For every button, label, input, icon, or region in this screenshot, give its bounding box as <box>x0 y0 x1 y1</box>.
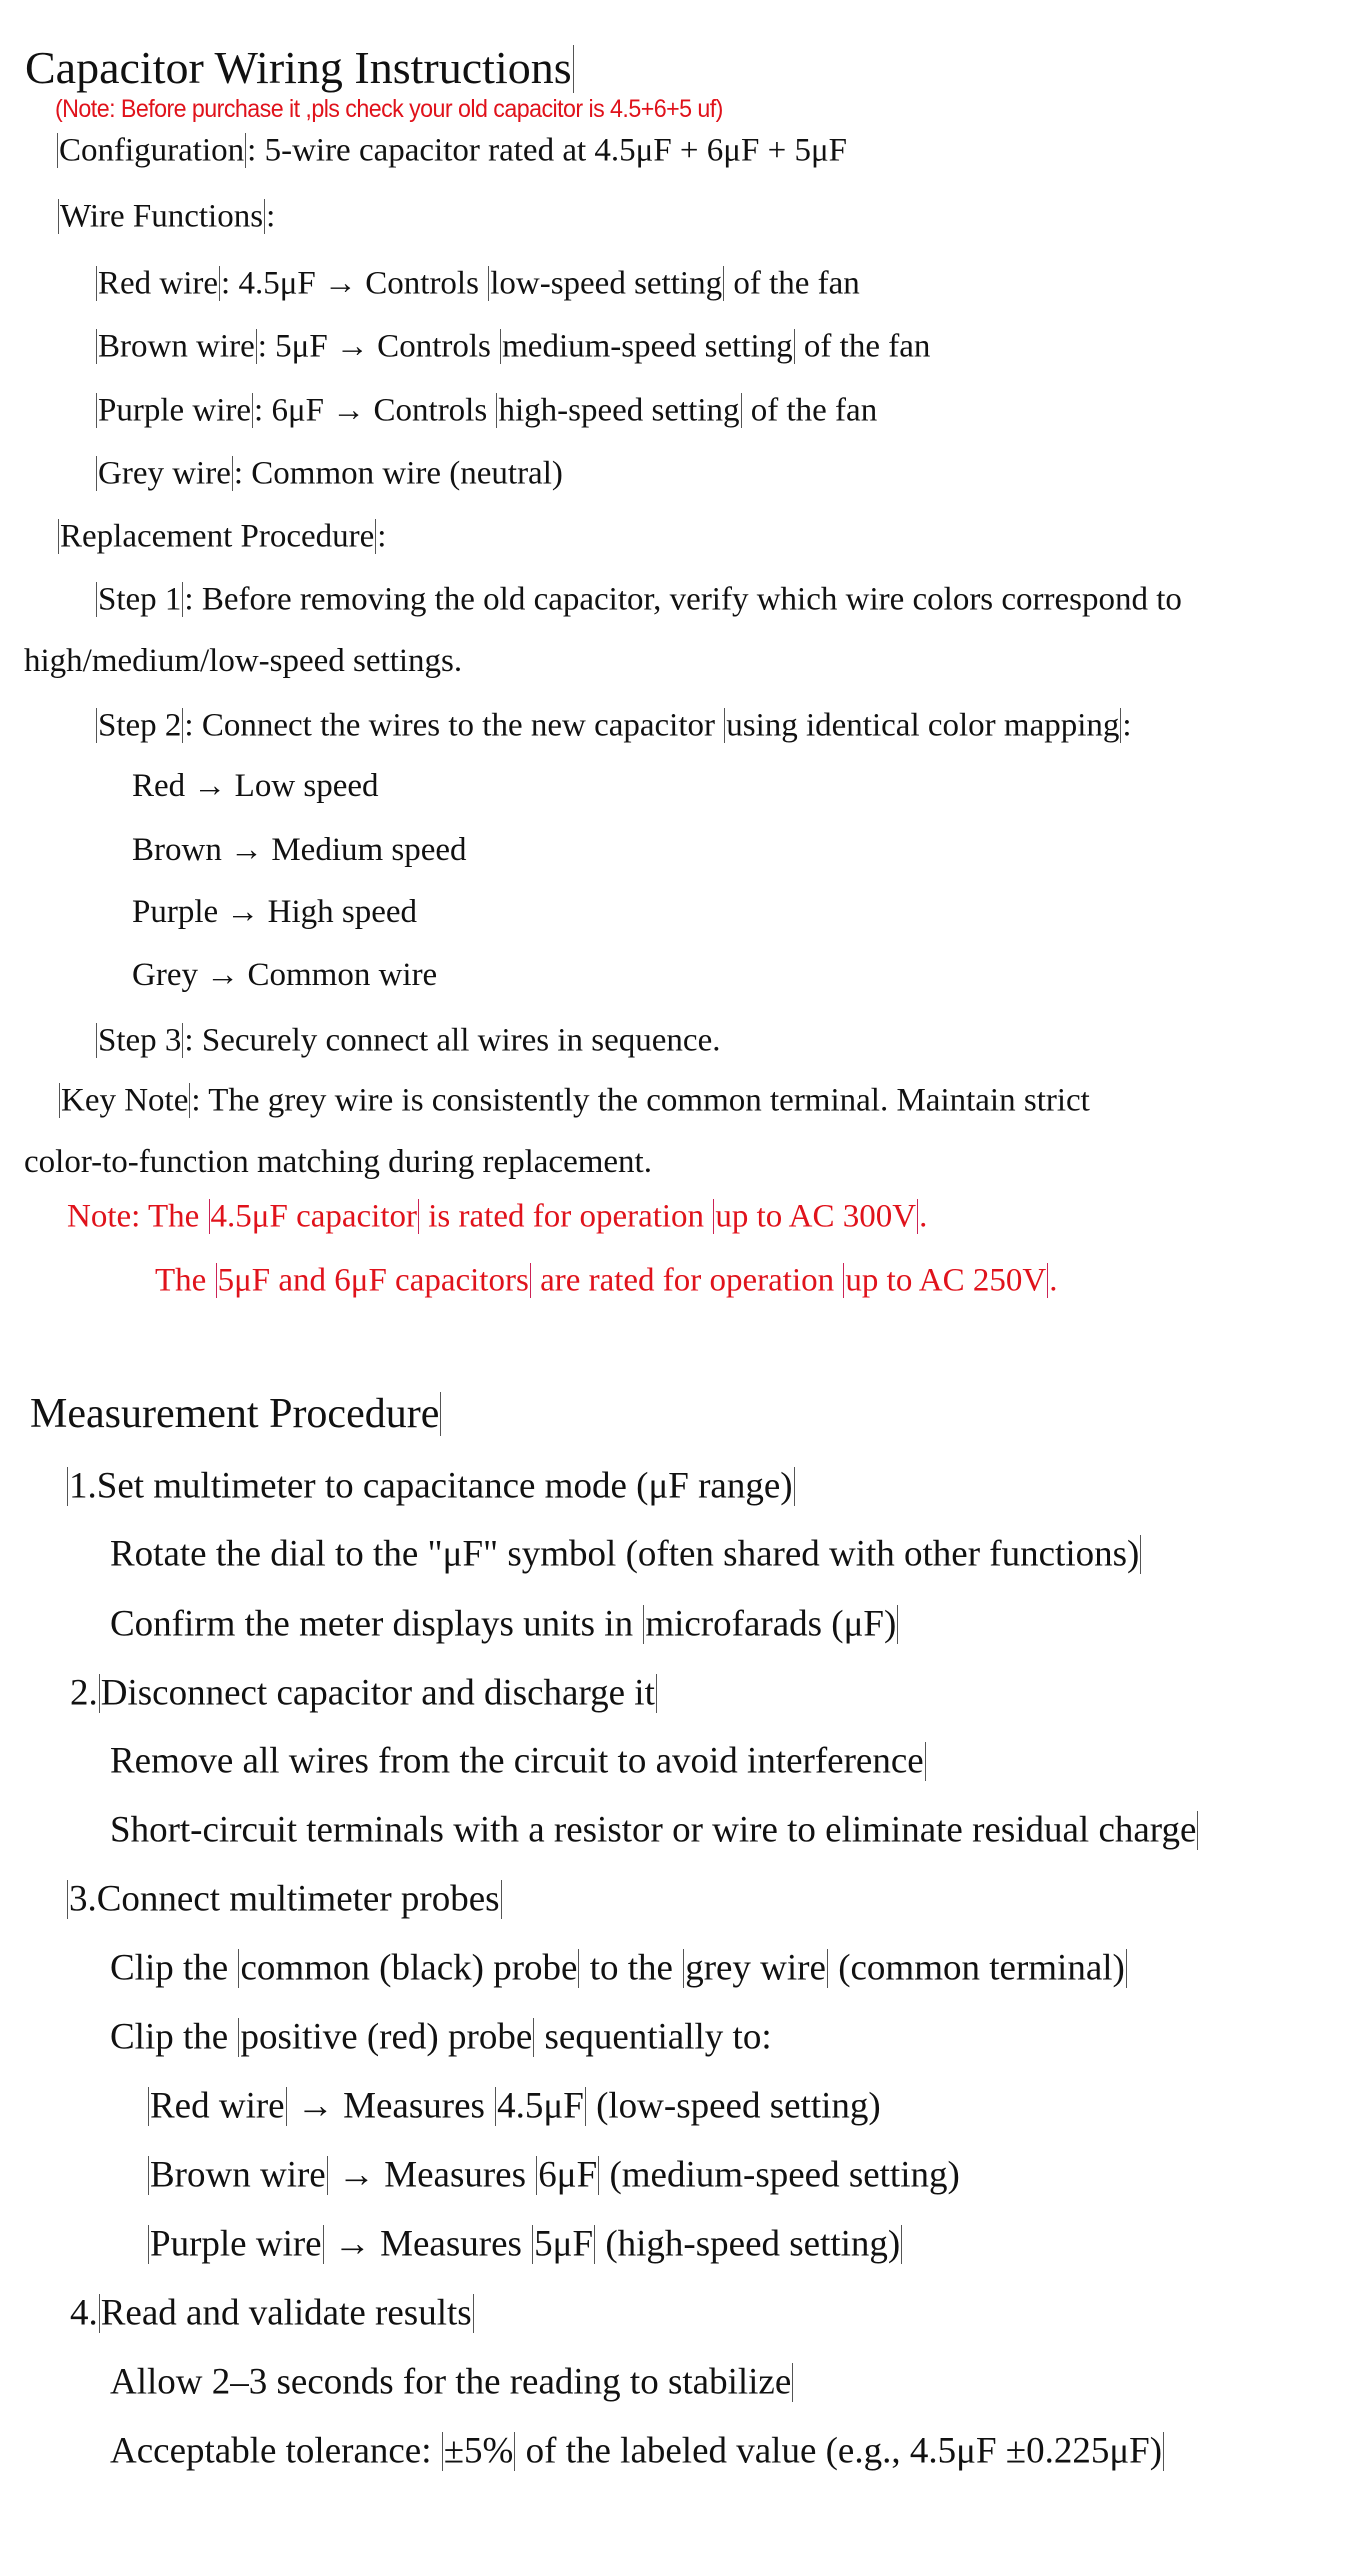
text-segment: using identical color mapping <box>726 707 1120 744</box>
text-segment: (common terminal) <box>828 1947 1125 1989</box>
text-segment: → Measures <box>287 2085 495 2127</box>
text-cursor-marker <box>58 199 59 234</box>
text-segment: : Common wire (neutral) <box>233 455 563 492</box>
measurement-substep <box>110 1742 927 1781</box>
text-segment: is rated for operation <box>420 1198 713 1235</box>
measurement-substep <box>110 1605 899 1644</box>
text-segment: of the fan <box>725 265 860 302</box>
text-cursor-marker <box>594 2225 595 2264</box>
wire-function-item <box>95 266 860 301</box>
measurement-substep <box>110 1811 1199 1850</box>
text-segment: high/medium/low-speed settings. <box>24 643 463 679</box>
text-segment: (low-speed setting) <box>586 2085 881 2127</box>
text-segment: 6μF <box>538 2154 598 2196</box>
text-segment: 5μF and 6μF capacitors <box>217 1262 529 1299</box>
text-segment: → Measures <box>328 2154 536 2196</box>
text-cursor-marker <box>96 329 97 364</box>
purchase-note: (Note: Before purchase it ,pls check your old capacitor is 4.5+6+5 uf) <box>55 95 723 123</box>
text-segment: Capacitor Wiring Instructions <box>25 42 572 94</box>
text-cursor-marker <box>500 329 501 364</box>
text-segment: 5μF <box>534 2223 594 2265</box>
text-cursor-marker <box>58 519 59 554</box>
text-segment: The <box>155 1262 215 1299</box>
text-segment: Short-circuit terminals with a resistor or wire to eliminate residual charge <box>110 1809 1197 1851</box>
text-cursor-marker <box>573 45 574 93</box>
measurement-step-3 <box>66 1880 503 1919</box>
text-segment: : Securely connect all wires in sequence. <box>184 1022 721 1059</box>
text-segment: (high-speed setting) <box>596 2223 901 2265</box>
text-cursor-marker <box>286 2087 287 2126</box>
text-cursor-marker <box>741 393 742 428</box>
text-cursor-marker <box>148 2156 149 2195</box>
text-cursor-marker <box>327 2156 328 2195</box>
text-cursor-marker <box>925 1742 926 1781</box>
measurement-substep <box>110 2018 772 2057</box>
page-title <box>25 42 575 94</box>
text-segment: 2. <box>70 1672 98 1714</box>
text-segment: of the labeled value (e.g., 4.5μF ±0.225μF) <box>516 2430 1163 2472</box>
text-segment: up to AC 250V <box>845 1262 1047 1299</box>
text-segment: . <box>1049 1262 1058 1299</box>
text-cursor-marker <box>59 1083 60 1118</box>
voltage-note-250v <box>155 1263 1057 1298</box>
text-segment: Red wire <box>98 265 219 302</box>
text-segment: are rated for operation <box>531 1262 843 1299</box>
text-segment: 4.5μF capacitor <box>210 1198 417 1235</box>
text-segment: : 5-wire capacitor rated at 4.5μF + 6μF + 5μF <box>247 132 847 169</box>
text-cursor-marker <box>585 2087 586 2126</box>
text-segment: high-speed setting <box>498 392 740 429</box>
text-segment: Disconnect capacitor and discharge it <box>100 1672 655 1714</box>
text-segment: Brown wire <box>98 328 255 365</box>
text-cursor-marker <box>99 1674 100 1713</box>
text-cursor-marker <box>917 1199 918 1234</box>
text-cursor-marker <box>794 329 795 364</box>
text-cursor-marker <box>67 1467 68 1506</box>
text-segment: Confirm the meter displays units in <box>110 1603 643 1645</box>
step1-line-cont <box>24 645 462 678</box>
step3-line <box>95 1023 720 1058</box>
text-cursor-marker <box>901 2225 902 2264</box>
text-segment: : 6μF → Controls <box>254 392 496 429</box>
text-segment: Step 1 <box>98 581 182 618</box>
text-cursor-marker <box>96 582 97 617</box>
text-cursor-marker <box>1163 2432 1164 2471</box>
text-segment: 4. <box>70 2292 98 2334</box>
text-cursor-marker <box>501 1880 502 1919</box>
probe-reading-red <box>147 2087 881 2126</box>
text-segment: Key Note <box>61 1082 189 1119</box>
text-cursor-marker <box>827 1949 828 1988</box>
key-note-line-cont <box>24 1146 652 1179</box>
text-segment: Step 3 <box>98 1022 182 1059</box>
step1-line <box>95 582 1182 617</box>
text-segment: Acceptable tolerance: <box>110 2430 441 2472</box>
text-segment: of the fan <box>742 392 878 429</box>
text-segment: sequentially to: <box>535 2016 772 2058</box>
measurement-step-2 <box>70 1674 658 1713</box>
text-cursor-marker <box>532 2225 533 2264</box>
text-cursor-marker <box>67 1880 68 1919</box>
measurement-heading <box>30 1392 442 1436</box>
text-cursor-marker <box>96 266 97 301</box>
replacement-heading <box>57 519 386 554</box>
text-segment: grey wire <box>685 1947 826 1989</box>
text-cursor-marker <box>723 266 724 301</box>
text-cursor-marker <box>256 329 257 364</box>
step2-line <box>95 708 1132 743</box>
color-mapping-item: Brown → Medium speed <box>132 832 467 868</box>
wire-function-item <box>95 329 930 364</box>
text-cursor-marker <box>897 1605 898 1644</box>
voltage-note-300v <box>67 1199 927 1234</box>
text-segment: medium-speed setting <box>502 328 793 365</box>
key-note-line <box>58 1083 1090 1118</box>
text-segment: of the fan <box>795 328 931 365</box>
text-segment: Note: The <box>67 1198 208 1235</box>
text-segment: Allow 2–3 seconds for the reading to stabilize <box>110 2361 792 2403</box>
text-segment: Clip the <box>110 1947 238 1989</box>
text-segment: low-speed setting <box>490 265 723 302</box>
text-cursor-marker <box>148 2225 149 2264</box>
text-cursor-marker <box>418 1199 419 1234</box>
wire-functions-heading <box>57 199 275 234</box>
text-cursor-marker <box>96 393 97 428</box>
text-cursor-marker <box>252 393 253 428</box>
probe-reading-purple <box>147 2225 903 2264</box>
text-cursor-marker <box>656 1674 657 1713</box>
text-segment: common (black) probe <box>240 1947 578 1989</box>
measurement-step-4 <box>70 2294 475 2333</box>
text-segment: 3.Connect multimeter probes <box>69 1878 500 1920</box>
text-segment: Purple wire <box>150 2223 322 2265</box>
text-segment: : Before removing the old capacitor, verify which wire colors correspond to <box>184 581 1182 618</box>
text-segment: ±5% <box>443 2430 514 2472</box>
text-cursor-marker <box>219 266 220 301</box>
text-segment: Clip the <box>110 2016 238 2058</box>
text-segment: Brown wire <box>150 2154 326 2196</box>
text-segment: Step 2 <box>98 707 182 744</box>
measurement-substep <box>110 1535 1142 1574</box>
text-cursor-marker <box>96 456 97 491</box>
color-mapping-item: Red → Low speed <box>132 768 379 804</box>
text-segment: Rotate the dial to the "μF" symbol (often shared with other functions) <box>110 1533 1140 1575</box>
color-mapping-item: Purple → High speed <box>132 894 418 930</box>
text-cursor-marker <box>209 1199 210 1234</box>
text-segment: Remove all wires from the circuit to avoid interference <box>110 1740 924 1782</box>
text-segment: : 4.5μF → Controls <box>221 265 488 302</box>
text-segment: → Measures <box>324 2223 532 2265</box>
text-segment: Configuration <box>59 132 245 169</box>
probe-reading-brown <box>147 2156 960 2195</box>
text-segment: Replacement Procedure <box>60 518 375 555</box>
text-cursor-marker <box>473 2294 474 2333</box>
text-segment: 1.Set multimeter to capacitance mode (μF range) <box>69 1465 793 1507</box>
text-cursor-marker <box>96 1023 97 1058</box>
text-cursor-marker <box>1126 1949 1127 1988</box>
measurement-substep <box>110 1949 1128 1988</box>
text-segment: Red wire <box>150 2085 285 2127</box>
text-segment: : The grey wire is consistently the common terminal. Maintain strict <box>191 1082 1090 1119</box>
measurement-step-1 <box>66 1467 796 1506</box>
text-cursor-marker <box>96 708 97 743</box>
color-mapping-item: Grey → Common wire <box>132 957 438 993</box>
text-cursor-marker <box>57 133 58 168</box>
text-cursor-marker <box>1140 1535 1141 1574</box>
text-segment: : <box>377 518 387 555</box>
wire-function-item <box>95 456 563 491</box>
text-segment: : 5μF → Controls <box>257 328 500 365</box>
text-segment: up to AC 300V <box>715 1198 917 1235</box>
text-cursor-marker <box>792 2363 793 2402</box>
text-cursor-marker <box>148 2087 149 2126</box>
text-segment: (medium-speed setting) <box>600 2154 960 2196</box>
text-segment: positive (red) probe <box>240 2016 533 2058</box>
text-segment: color-to-function matching during replacement. <box>24 1144 652 1180</box>
text-segment: microfarads (μF) <box>645 1603 897 1645</box>
text-segment: . <box>919 1198 928 1235</box>
text-cursor-marker <box>216 1263 217 1298</box>
text-cursor-marker <box>442 2432 443 2471</box>
text-segment: Grey wire <box>98 455 231 492</box>
text-segment: : <box>1122 707 1132 744</box>
text-segment: 4.5μF <box>497 2085 584 2127</box>
configuration-line <box>56 133 847 168</box>
wire-function-item <box>95 393 877 428</box>
text-cursor-marker <box>495 2087 496 2126</box>
text-segment: Wire Functions <box>60 198 264 235</box>
text-cursor-marker <box>264 199 265 234</box>
text-cursor-marker <box>99 2294 100 2333</box>
text-segment: Read and validate results <box>100 2292 472 2334</box>
text-segment: to the <box>580 1947 683 1989</box>
text-segment: Purple wire <box>98 392 252 429</box>
text-segment: : Connect the wires to the new capacitor <box>184 707 724 744</box>
text-cursor-marker <box>232 456 233 491</box>
measurement-substep <box>110 2432 1165 2471</box>
text-cursor-marker <box>1197 1811 1198 1850</box>
text-cursor-marker <box>245 133 246 168</box>
measurement-substep <box>110 2363 794 2402</box>
text-segment: Measurement Procedure <box>30 1390 440 1437</box>
text-cursor-marker <box>323 2225 324 2264</box>
text-cursor-marker <box>794 1467 795 1506</box>
text-cursor-marker <box>440 1392 441 1436</box>
text-cursor-marker <box>530 1263 531 1298</box>
text-segment: : <box>266 198 276 235</box>
